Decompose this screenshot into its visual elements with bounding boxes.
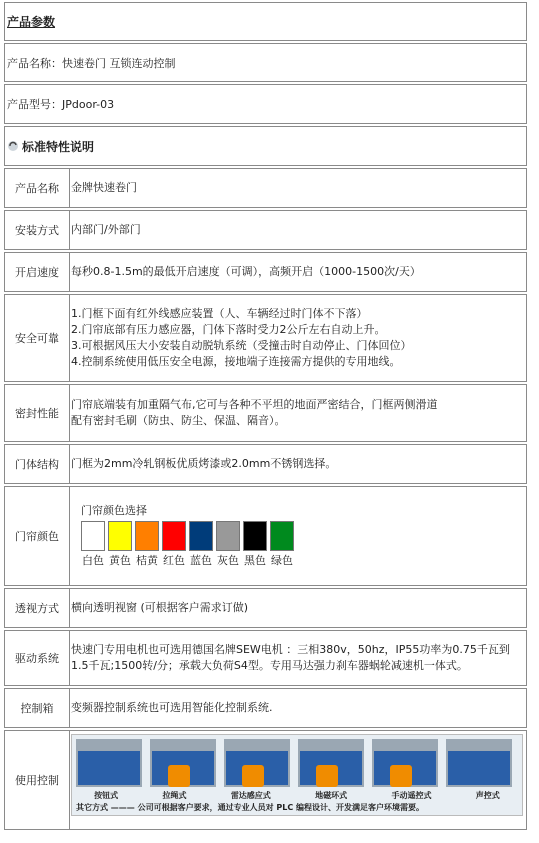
product-name-row <box>4 43 527 82</box>
section-title: 标准特性说明 <box>22 139 95 154</box>
spec-line: 3.可根据风压大小安装自动脱轨系统（受撞击时自动停止、门体回位） <box>71 339 412 352</box>
control-caption: 手动遥控式 <box>391 791 432 800</box>
control-footer-note: 其它方式 ——— 公司可根据客户要求，通过专业人员对 PLC 编程设计、开发满足客户环境需要。 <box>76 803 424 812</box>
spec-line: 配有密封毛刷（防虫、防尘、保温、隔音）。 <box>71 414 286 427</box>
spec-line: 1.5千瓦;1500转/分；承载大负荷S4型。专用马达强力刹车器蜗轮减速机一体式。 <box>71 659 468 672</box>
header-title-row <box>4 2 527 41</box>
spec-label: 产品名称 <box>5 169 70 207</box>
door-illustration <box>446 739 512 787</box>
swatch-gray <box>216 521 240 551</box>
spec-row-speed <box>4 252 527 292</box>
spec-value <box>71 211 522 249</box>
spec-value <box>71 589 522 627</box>
spec-row-control-box <box>4 688 527 728</box>
spec-line: 变频器控制系统也可选用智能化控制系统. <box>71 701 273 714</box>
section-title-wrap <box>7 138 94 155</box>
spec-row-sealing <box>4 384 527 442</box>
spec-line: 4.控制系统使用低压安全电源，接地端子连接需方提供的专用地线。 <box>71 355 401 368</box>
spec-line: 内部门/外部门 <box>71 223 141 236</box>
product-model-row <box>4 84 527 124</box>
spec-label: 密封性能 <box>5 385 70 441</box>
spec-row-product-name <box>4 168 527 208</box>
spec-label: 使用控制 <box>5 731 70 829</box>
section-header-row <box>4 126 527 166</box>
spec-row-drive <box>4 630 527 686</box>
spec-label: 门帘颜色 <box>5 487 70 585</box>
spec-row-usage-control <box>4 730 527 830</box>
color-title: 门帘颜色选择 <box>81 504 147 517</box>
swatch-orange <box>135 521 159 551</box>
spec-line: 横向透明视窗 (可根据客户需求订做) <box>71 601 249 614</box>
spec-label: 透视方式 <box>5 589 70 627</box>
spec-value <box>71 445 522 483</box>
door-illustration <box>76 739 142 787</box>
color-label: 灰色 <box>217 554 239 567</box>
control-caption: 按钮式 <box>94 791 119 800</box>
spec-row-vision <box>4 588 527 628</box>
control-caption: 雷达感应式 <box>230 791 271 800</box>
spec-line: 金牌快速卷门 <box>71 181 137 194</box>
swatch-blue <box>189 521 213 551</box>
control-caption: 声控式 <box>475 791 500 800</box>
spec-value <box>71 169 522 207</box>
color-label: 黄色 <box>109 554 131 567</box>
color-labels <box>81 553 522 569</box>
color-label: 蓝色 <box>190 554 212 567</box>
spec-line: 1.门框下面有红外线感应装置（人、车辆经过时门体不下落） <box>71 307 368 320</box>
color-label: 红色 <box>163 554 185 567</box>
color-label: 桔黄 <box>136 554 158 567</box>
control-caption: 地磁环式 <box>315 791 348 800</box>
color-swatches <box>81 521 522 551</box>
forklift-icon <box>168 765 190 787</box>
spec-label: 安装方式 <box>5 211 70 249</box>
spec-label: 门体结构 <box>5 445 70 483</box>
color-label: 绿色 <box>271 554 293 567</box>
spec-value <box>71 631 522 685</box>
spec-value <box>71 295 522 381</box>
spec-line: 快速门专用电机也可选用德国名牌SEW电机 ：三相380v，50hz，IP55功率为0.75千瓦到 <box>71 643 510 656</box>
spec-label: 驱动系统 <box>5 631 70 685</box>
color-label: 白色 <box>82 554 104 567</box>
product-model-line: 产品型号：JPdoor-03 <box>7 98 115 111</box>
spec-value <box>71 385 522 441</box>
spec-line: 每秒0.8-1.5m的最低开启速度（可调），高频开启（1000-1500次/天） <box>71 265 421 278</box>
spec-row-safety <box>4 294 527 382</box>
spec-label: 开启速度 <box>5 253 70 291</box>
swatch-yellow <box>108 521 132 551</box>
spec-label: 控制箱 <box>5 689 70 727</box>
control-methods-illustration <box>71 734 523 816</box>
color-label: 黑色 <box>244 554 266 567</box>
control-captions <box>72 790 522 801</box>
forklift-icon <box>390 765 412 787</box>
spec-row-curtain-color <box>4 486 527 586</box>
spec-value <box>71 689 522 727</box>
swatch-black <box>243 521 267 551</box>
product-name-line: 产品名称：快速卷门 互锁连动控制 <box>7 56 176 70</box>
swatch-red <box>162 521 186 551</box>
spec-label: 安全可靠 <box>5 295 70 381</box>
forklift-icon <box>316 765 338 787</box>
forklift-icon <box>242 765 264 787</box>
spec-line: 2.门帘底部有压力感应器，门体下落时受力2公斤左右自动上升。 <box>71 323 386 336</box>
spec-row-structure <box>4 444 527 484</box>
page-title: 产品参数 <box>7 15 56 29</box>
swatch-white <box>81 521 105 551</box>
swirl-bullet-icon <box>7 140 19 152</box>
spec-line: 门框为2mm冷轧钢板优质烤漆或2.0mm不锈钢选择。 <box>71 457 337 470</box>
spec-row-install <box>4 210 527 250</box>
spec-value <box>71 253 522 291</box>
swatch-green <box>270 521 294 551</box>
color-swatch-block <box>81 487 522 585</box>
control-caption: 拉绳式 <box>162 791 187 800</box>
spec-line: 门帘底端装有加重隔气布,它可与各种不平坦的地面严密结合，门框两侧滑道 <box>71 398 438 411</box>
